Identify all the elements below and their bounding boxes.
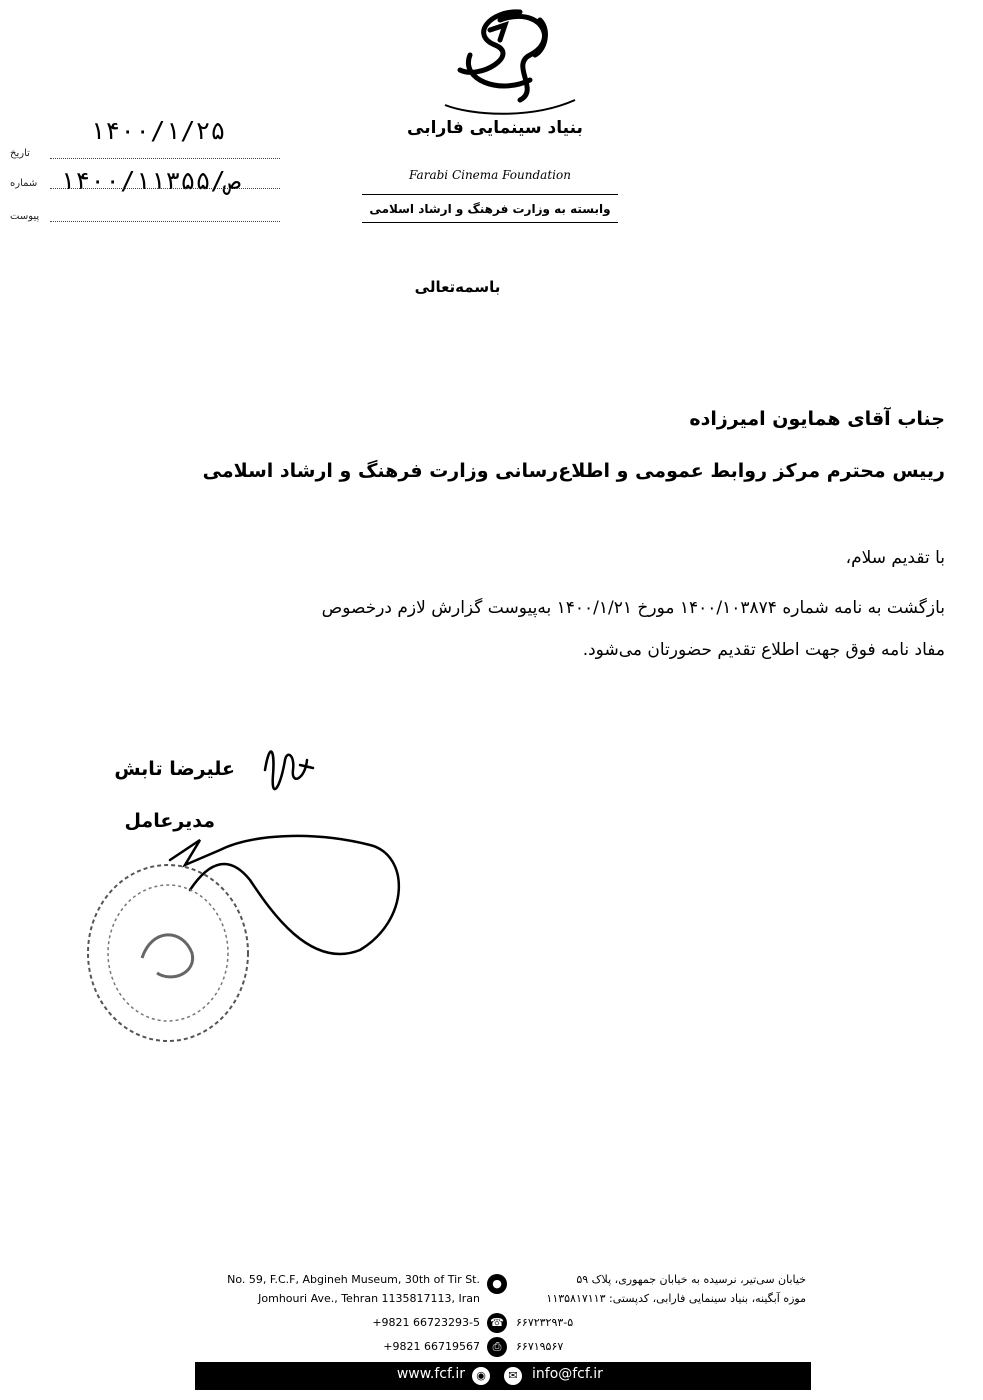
greeting: با تقدیم سلام، <box>845 548 945 568</box>
globe-icon: ◉ <box>472 1367 490 1385</box>
attachment-dotted-line <box>50 221 280 222</box>
footer-fa-address-line-2: موزه آبگینه، بنیاد سینمایی فارابی، کدپستی: ۱۱۳۵۸۱۷۱۱۳ <box>546 1292 806 1305</box>
phone-icon: ☎ <box>487 1313 507 1333</box>
header-rule-top <box>362 194 618 195</box>
date-label: تاریخ <box>10 148 30 159</box>
signer-name: علیرضا تابش <box>114 758 235 780</box>
recipient-title: رییس محترم مرکز روابط عمومی و اطلاع‌رسانی وزارت فرهنگ و ارشاد اسلامی <box>202 460 945 482</box>
recipient-name: جناب آقای همایون امیرزاده <box>689 408 945 430</box>
number-label: شماره <box>10 178 38 189</box>
attachment-label: پیوست <box>10 211 40 222</box>
footer-fax: +9821 66719567 <box>383 1340 480 1353</box>
basmala: باسمه‌تعالی <box>414 278 501 296</box>
number-value: ۱۴۰۰/ص/۱۱۳۵۵ <box>60 166 241 195</box>
footer-tel-fa: ۶۶۷۲۳۲۹۳-۵ <box>516 1316 574 1329</box>
header-rule-bottom <box>362 222 618 223</box>
logo-en-text: Farabi Cinema Foundation <box>409 168 571 182</box>
location-pin-icon: ● <box>487 1274 507 1294</box>
footer-contact-bar <box>195 1362 811 1390</box>
initials-mark <box>245 730 325 810</box>
footer-en-address-line-2: Jomhouri Ave., Tehran 1135817113, Iran <box>258 1292 480 1305</box>
date-dotted-line <box>50 158 280 159</box>
website-link[interactable]: www.fcf.ir <box>396 1366 465 1382</box>
email-link[interactable]: info@fcf.ir <box>532 1366 603 1382</box>
signer-title: مدیرعامل <box>124 810 215 832</box>
footer-en-address-line-1: No. 59, F.C.F, Abgineh Museum, 30th of Tir St. <box>227 1273 480 1286</box>
footer-fa-address-line-1: خیابان سی‌تیر، نرسیده به خیابان جمهوری، پلاک ۵۹ <box>576 1273 806 1286</box>
footer-tel: +9821 66723293-5 <box>372 1316 480 1329</box>
number-dotted-line <box>50 188 280 189</box>
official-stamp <box>82 858 254 1048</box>
logo-fa-text: بنیاد سینمایی فارابی <box>407 118 583 138</box>
footer-fax-fa: ۶۶۷۱۹۵۶۷ <box>516 1340 564 1353</box>
body-line-2: مفاد نامه فوق جهت اطلاع تقدیم حضورتان می‌شود. <box>582 640 945 660</box>
date-value: ۱۴۰۰/۱/۲۵ <box>90 116 226 145</box>
email-icon: ✉ <box>504 1367 522 1385</box>
affiliation: وابسته به وزارت فرهنگ و ارشاد اسلامی <box>369 202 611 216</box>
fax-icon: ⎙ <box>487 1337 507 1357</box>
body-line-1: بازگشت به نامه شماره ۱۴۰۰/۱۰۳۸۷۴ مورخ ۱۴۰۰/۱/۲۱ به‌پیوست گزارش لازم درخصوص <box>321 598 945 618</box>
